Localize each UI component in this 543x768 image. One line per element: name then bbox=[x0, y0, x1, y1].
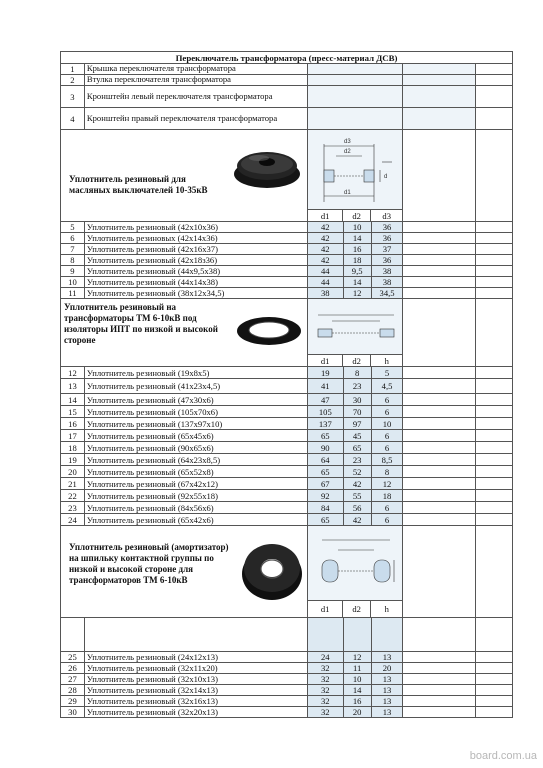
item-name: Втулка переключателя трансформатора bbox=[85, 75, 308, 85]
dimension-a: 137 bbox=[308, 418, 344, 429]
dimension-c: 13 bbox=[372, 685, 404, 695]
dimension-b: 9,5 bbox=[344, 266, 372, 276]
empty-cell bbox=[476, 379, 512, 393]
row-number: 27 bbox=[61, 674, 85, 684]
item-name: Уплотнитель резиновый (42х16х37) bbox=[85, 244, 308, 254]
empty-cell bbox=[403, 466, 476, 477]
header-h: h bbox=[384, 355, 389, 366]
table-row bbox=[60, 64, 513, 75]
empty-cell bbox=[476, 652, 512, 662]
dimension-c: 6 bbox=[372, 406, 404, 417]
empty-cell bbox=[476, 430, 512, 441]
dimension-b: 42 bbox=[344, 514, 372, 525]
dimension-b: 20 bbox=[344, 707, 372, 717]
dimension-b: 45 bbox=[344, 430, 372, 441]
dimension-c: 6 bbox=[372, 514, 404, 525]
dimension-c: 36 bbox=[372, 222, 404, 232]
table-row bbox=[60, 707, 513, 718]
item-name: Уплотнитель резиновый (32х10х13) bbox=[85, 674, 308, 684]
row-number: 3 bbox=[61, 86, 85, 107]
row-number: 17 bbox=[61, 430, 85, 441]
item-name: Уплотнитель резиновый (32х20х13) bbox=[85, 707, 308, 717]
dimension-b: 16 bbox=[344, 244, 372, 254]
section-title: Уплотнитель резиновый для масляных выключателей 10-35кВ bbox=[69, 174, 208, 195]
dimension-b: 10 bbox=[344, 674, 372, 684]
item-name: Уплотнитель резиновый (92х55х18) bbox=[85, 490, 308, 501]
table-row bbox=[60, 222, 513, 233]
empty-cell bbox=[403, 514, 476, 525]
dimension-a: 32 bbox=[308, 663, 344, 673]
item-name: Уплотнитель резиновый (44х9,5х38) bbox=[85, 266, 308, 276]
dimension-a: 90 bbox=[308, 442, 344, 453]
table-row bbox=[60, 288, 513, 299]
dimension-c: 5 bbox=[372, 367, 404, 378]
dimension-b: 18 bbox=[344, 255, 372, 265]
table-row bbox=[60, 266, 513, 277]
diagram-label-d: d bbox=[383, 174, 388, 180]
empty-cell bbox=[403, 86, 476, 107]
header-h: h bbox=[384, 604, 389, 614]
dimension-b: 23 bbox=[344, 379, 372, 393]
dimension-b: 56 bbox=[344, 502, 372, 513]
dimension-a: 44 bbox=[308, 277, 344, 287]
dimension-b: 14 bbox=[344, 685, 372, 695]
empty-cell bbox=[403, 674, 476, 684]
item-name: Уплотнитель резиновый (19х8х5) bbox=[85, 367, 308, 378]
empty-cell bbox=[308, 64, 404, 74]
table-row bbox=[60, 674, 513, 685]
empty-cell bbox=[476, 696, 512, 706]
table-row bbox=[60, 466, 513, 478]
row-number: 22 bbox=[61, 490, 85, 501]
dimension-a: 47 bbox=[308, 394, 344, 405]
empty-cell bbox=[476, 277, 512, 287]
empty-cell bbox=[403, 288, 476, 298]
empty-cell bbox=[403, 367, 476, 378]
empty-cell bbox=[476, 75, 512, 85]
empty-cell bbox=[476, 502, 512, 513]
table-row bbox=[60, 696, 513, 707]
diagram-label-d1: d1 bbox=[343, 190, 351, 196]
item-name: Уплотнитель резиновый (38х12х34,5) bbox=[85, 288, 308, 298]
section-left bbox=[61, 299, 308, 366]
item-name: Кронштейн левый переключателя трансформатора bbox=[85, 86, 308, 107]
row-number: 2 bbox=[61, 75, 85, 85]
row-number: 7 bbox=[61, 244, 85, 254]
empty-cell bbox=[476, 233, 512, 243]
dimension-c: 10 bbox=[372, 418, 404, 429]
row-number: 15 bbox=[61, 406, 85, 417]
section-left bbox=[61, 130, 308, 221]
dimension-b: 42 bbox=[344, 478, 372, 489]
dimension-b: 70 bbox=[344, 406, 372, 417]
section-dimensions bbox=[308, 526, 404, 617]
empty-cell bbox=[403, 418, 476, 429]
seal-photo-3 bbox=[239, 538, 305, 604]
spacer-row bbox=[60, 618, 513, 652]
seal-diagram-1 bbox=[312, 132, 400, 208]
dimension-a: 24 bbox=[308, 652, 344, 662]
section-dimensions bbox=[308, 130, 404, 221]
item-name: Уплотнитель резиновый (90х65х6) bbox=[85, 442, 308, 453]
table-row bbox=[60, 490, 513, 502]
section-extra-col-1 bbox=[403, 130, 476, 221]
watermark: board.com.ua bbox=[469, 750, 537, 762]
header-d1: d 1 bbox=[308, 210, 343, 221]
empty-cell bbox=[403, 454, 476, 465]
item-name: Уплотнитель резиновый (41х23х4,5) bbox=[85, 379, 308, 393]
empty-cell bbox=[403, 490, 476, 501]
row-number: 25 bbox=[61, 652, 85, 662]
row-number: 18 bbox=[61, 442, 85, 453]
empty-cell bbox=[476, 674, 512, 684]
empty-cell bbox=[476, 454, 512, 465]
dimension-b: 23 bbox=[344, 454, 372, 465]
row-number: 1 bbox=[61, 64, 85, 74]
dimension-b: 10 bbox=[344, 222, 372, 232]
empty-cell bbox=[403, 255, 476, 265]
header-d1: d 1 bbox=[308, 601, 343, 617]
empty-cell bbox=[476, 255, 512, 265]
empty-cell bbox=[476, 478, 512, 489]
spec-table bbox=[60, 51, 513, 718]
empty-cell bbox=[403, 502, 476, 513]
row-number: 16 bbox=[61, 418, 85, 429]
empty-cell bbox=[476, 394, 512, 405]
dimension-c: 4,5 bbox=[372, 379, 404, 393]
dimension-c: 18 bbox=[372, 490, 404, 501]
table-row bbox=[60, 86, 513, 108]
item-name: Уплотнитель резиновый (64х23х8,5) bbox=[85, 454, 308, 465]
empty-cell bbox=[308, 86, 404, 107]
empty-cell bbox=[476, 707, 512, 717]
section-title: Уплотнитель резиновый (амортизатор) на шпильку контактной группы по низкой и высокой стороне для трансформаторов ТМ 6-10кВ bbox=[69, 542, 229, 585]
empty-cell bbox=[403, 696, 476, 706]
empty-cell bbox=[403, 244, 476, 254]
table-row bbox=[60, 406, 513, 418]
dimension-b: 52 bbox=[344, 466, 372, 477]
section-title: Уплотнитель резиновый на трансформаторы ТМ 6-10кВ под изоляторы ИПТ по низкой и высокой стороне bbox=[64, 302, 218, 345]
dimension-a: 32 bbox=[308, 696, 344, 706]
table-row bbox=[60, 442, 513, 454]
dimension-b: 14 bbox=[344, 233, 372, 243]
dimension-a: 42 bbox=[308, 244, 344, 254]
header-d2: d 2 bbox=[343, 355, 371, 366]
table-row bbox=[60, 514, 513, 526]
empty-cell bbox=[476, 367, 512, 378]
dimension-c: 13 bbox=[372, 674, 404, 684]
item-name: Уплотнитель резиновый (24х12х13) bbox=[85, 652, 308, 662]
item-name: Уплотнитель резиновый (42х10х36) bbox=[85, 222, 308, 232]
empty-cell bbox=[476, 288, 512, 298]
diagram-label-d3: d3 bbox=[343, 139, 351, 145]
dimension-b: 12 bbox=[344, 288, 372, 298]
dimension-a: 105 bbox=[308, 406, 344, 417]
empty-cell bbox=[403, 266, 476, 276]
row-number: 28 bbox=[61, 685, 85, 695]
seal-diagram-3 bbox=[312, 532, 400, 596]
empty-cell bbox=[403, 64, 476, 74]
dimension-c: 37 bbox=[372, 244, 404, 254]
empty-cell bbox=[476, 442, 512, 453]
dimension-b: 55 bbox=[344, 490, 372, 501]
item-name: Уплотнитель резиновый (32х11х20) bbox=[85, 663, 308, 673]
table-row bbox=[60, 430, 513, 442]
seal-diagram-2 bbox=[314, 309, 398, 349]
seal-photo-1 bbox=[229, 144, 305, 190]
diagram-label-d2: d2 bbox=[343, 149, 351, 155]
section-extra-col-2 bbox=[476, 299, 512, 366]
dimension-a: 67 bbox=[308, 478, 344, 489]
empty-cell bbox=[476, 108, 512, 129]
table-row bbox=[60, 418, 513, 430]
empty-cell bbox=[403, 685, 476, 695]
row-number: 29 bbox=[61, 696, 85, 706]
table-row bbox=[60, 379, 513, 394]
row-number: 12 bbox=[61, 367, 85, 378]
dimension-a: 65 bbox=[308, 430, 344, 441]
table-row bbox=[60, 652, 513, 663]
dimension-c: 6 bbox=[372, 502, 404, 513]
row-number: 13 bbox=[61, 379, 85, 393]
row-number: 21 bbox=[61, 478, 85, 489]
empty-cell bbox=[476, 466, 512, 477]
row-number: 30 bbox=[61, 707, 85, 717]
row-number: 4 bbox=[61, 108, 85, 129]
empty-cell bbox=[476, 244, 512, 254]
empty-cell bbox=[476, 406, 512, 417]
row-number: 26 bbox=[61, 663, 85, 673]
item-name: Уплотнитель резиновый (65х42х6) bbox=[85, 514, 308, 525]
dimension-c: 36 bbox=[372, 255, 404, 265]
empty-cell bbox=[308, 75, 404, 85]
table-row bbox=[60, 255, 513, 266]
empty-cell bbox=[476, 490, 512, 501]
row-number: 6 bbox=[61, 233, 85, 243]
section-transformer-seals bbox=[60, 299, 513, 367]
empty-cell bbox=[476, 64, 512, 74]
item-name: Уплотнитель резиновый (44х14х38) bbox=[85, 277, 308, 287]
section-left bbox=[61, 526, 308, 617]
dimension-c: 8 bbox=[372, 466, 404, 477]
empty-cell bbox=[476, 685, 512, 695]
empty-cell bbox=[403, 478, 476, 489]
header-d3: d 3 bbox=[382, 210, 392, 221]
dimension-a: 92 bbox=[308, 490, 344, 501]
empty-cell bbox=[308, 108, 404, 129]
dimension-a: 65 bbox=[308, 514, 344, 525]
row-number: 5 bbox=[61, 222, 85, 232]
row-number: 14 bbox=[61, 394, 85, 405]
dimension-a: 19 bbox=[308, 367, 344, 378]
dimension-c: 13 bbox=[372, 652, 404, 662]
dimension-c: 6 bbox=[372, 394, 404, 405]
item-name: Уплотнитель резиновый (105х70х6) bbox=[85, 406, 308, 417]
item-name: Уплотнитель резиновый (47х30х6) bbox=[85, 394, 308, 405]
empty-cell bbox=[403, 379, 476, 393]
dimension-b: 97 bbox=[344, 418, 372, 429]
empty-cell bbox=[403, 652, 476, 662]
item-name: Уплотнитель резиновый (32х16х13) bbox=[85, 696, 308, 706]
empty-cell bbox=[403, 707, 476, 717]
section-dimensions bbox=[308, 299, 404, 366]
item-name: Крышка переключателя трансформатора bbox=[85, 64, 308, 74]
empty-cell bbox=[403, 75, 476, 85]
item-name: Уплотнитель резиновый (67х42х12) bbox=[85, 478, 308, 489]
dimension-c: 34,5 bbox=[372, 288, 404, 298]
dimension-b: 8 bbox=[344, 367, 372, 378]
table-row bbox=[60, 277, 513, 288]
table-row bbox=[60, 685, 513, 696]
table-row bbox=[60, 233, 513, 244]
table-row bbox=[60, 478, 513, 490]
item-name: Кронштейн правый переключателя трансформатора bbox=[85, 108, 308, 129]
dimension-c: 38 bbox=[372, 277, 404, 287]
dimension-headers bbox=[308, 209, 403, 221]
dimension-c: 20 bbox=[372, 663, 404, 673]
dimension-a: 41 bbox=[308, 379, 344, 393]
table-row bbox=[60, 502, 513, 514]
dimension-a: 64 bbox=[308, 454, 344, 465]
empty-cell bbox=[403, 663, 476, 673]
empty-cell bbox=[403, 222, 476, 232]
dimension-a: 32 bbox=[308, 674, 344, 684]
dimension-c: 13 bbox=[372, 696, 404, 706]
row-number: 11 bbox=[61, 288, 85, 298]
row-number: 8 bbox=[61, 255, 85, 265]
dimension-a: 32 bbox=[308, 685, 344, 695]
seal-photo-2 bbox=[233, 313, 305, 349]
item-name: Уплотнитель резиновый (32х14х13) bbox=[85, 685, 308, 695]
dimension-c: 12 bbox=[372, 478, 404, 489]
table-row bbox=[60, 454, 513, 466]
dimension-c: 36 bbox=[372, 233, 404, 243]
table-row bbox=[60, 75, 513, 86]
row-number: 9 bbox=[61, 266, 85, 276]
section-oil-switch-seals bbox=[60, 130, 513, 222]
dimension-a: 44 bbox=[308, 266, 344, 276]
item-name: Уплотнитель резиновых (42х14х36) bbox=[85, 233, 308, 243]
empty-cell bbox=[476, 86, 512, 107]
header-d1: d 1 bbox=[308, 355, 343, 366]
dimension-a: 42 bbox=[308, 222, 344, 232]
empty-cell bbox=[403, 406, 476, 417]
empty-cell bbox=[403, 233, 476, 243]
empty-cell bbox=[403, 277, 476, 287]
row-number: 24 bbox=[61, 514, 85, 525]
dimension-b: 12 bbox=[344, 652, 372, 662]
section-extra-col-1 bbox=[403, 299, 476, 366]
dimension-a: 32 bbox=[308, 707, 344, 717]
dimension-c: 6 bbox=[372, 430, 404, 441]
section-extra-col-2 bbox=[476, 526, 512, 617]
dimension-b: 14 bbox=[344, 277, 372, 287]
item-name: Уплотнитель резиновый (65х45х6) bbox=[85, 430, 308, 441]
empty-cell bbox=[476, 514, 512, 525]
item-name: Уплотнитель резиновый (137х97х10) bbox=[85, 418, 308, 429]
row-number: 23 bbox=[61, 502, 85, 513]
dimension-a: 38 bbox=[308, 288, 344, 298]
dimension-a: 42 bbox=[308, 255, 344, 265]
empty-cell bbox=[476, 222, 512, 232]
dimension-a: 84 bbox=[308, 502, 344, 513]
table-title: Переключатель трансформатора (пресс-материал ДСВ) bbox=[175, 52, 398, 63]
table-title-row bbox=[60, 51, 513, 64]
header-d2: d 2 bbox=[343, 210, 371, 221]
dimension-c: 6 bbox=[372, 442, 404, 453]
table-row bbox=[60, 394, 513, 406]
section-extra-col-1 bbox=[403, 526, 476, 617]
row-number: 19 bbox=[61, 454, 85, 465]
empty-cell bbox=[476, 418, 512, 429]
header-d2: d 2 bbox=[343, 601, 371, 617]
section-shock-absorber-seals bbox=[60, 526, 513, 618]
empty-cell bbox=[476, 663, 512, 673]
dimension-b: 65 bbox=[344, 442, 372, 453]
dimension-b: 30 bbox=[344, 394, 372, 405]
item-name: Уплотнитель резиновый (84х56х6) bbox=[85, 502, 308, 513]
empty-cell bbox=[476, 266, 512, 276]
dimension-c: 13 bbox=[372, 707, 404, 717]
dimension-a: 65 bbox=[308, 466, 344, 477]
dimension-b: 11 bbox=[344, 663, 372, 673]
dimension-c: 8,5 bbox=[372, 454, 404, 465]
empty-cell bbox=[403, 442, 476, 453]
table-row bbox=[60, 663, 513, 674]
table-row bbox=[60, 244, 513, 255]
item-name: Уплотнитель резиновый (65х52х8) bbox=[85, 466, 308, 477]
dimension-headers bbox=[308, 600, 403, 617]
dimension-a: 42 bbox=[308, 233, 344, 243]
dimension-c: 38 bbox=[372, 266, 404, 276]
section-extra-col-2 bbox=[476, 130, 512, 221]
empty-cell bbox=[403, 108, 476, 129]
dimension-headers bbox=[308, 354, 403, 366]
empty-cell bbox=[403, 430, 476, 441]
table-row bbox=[60, 108, 513, 130]
empty-cell bbox=[403, 394, 476, 405]
row-number: 10 bbox=[61, 277, 85, 287]
item-name: Уплотнитель резиновый (42х18з36) bbox=[85, 255, 308, 265]
dimension-b: 16 bbox=[344, 696, 372, 706]
table-row bbox=[60, 367, 513, 379]
row-number: 20 bbox=[61, 466, 85, 477]
